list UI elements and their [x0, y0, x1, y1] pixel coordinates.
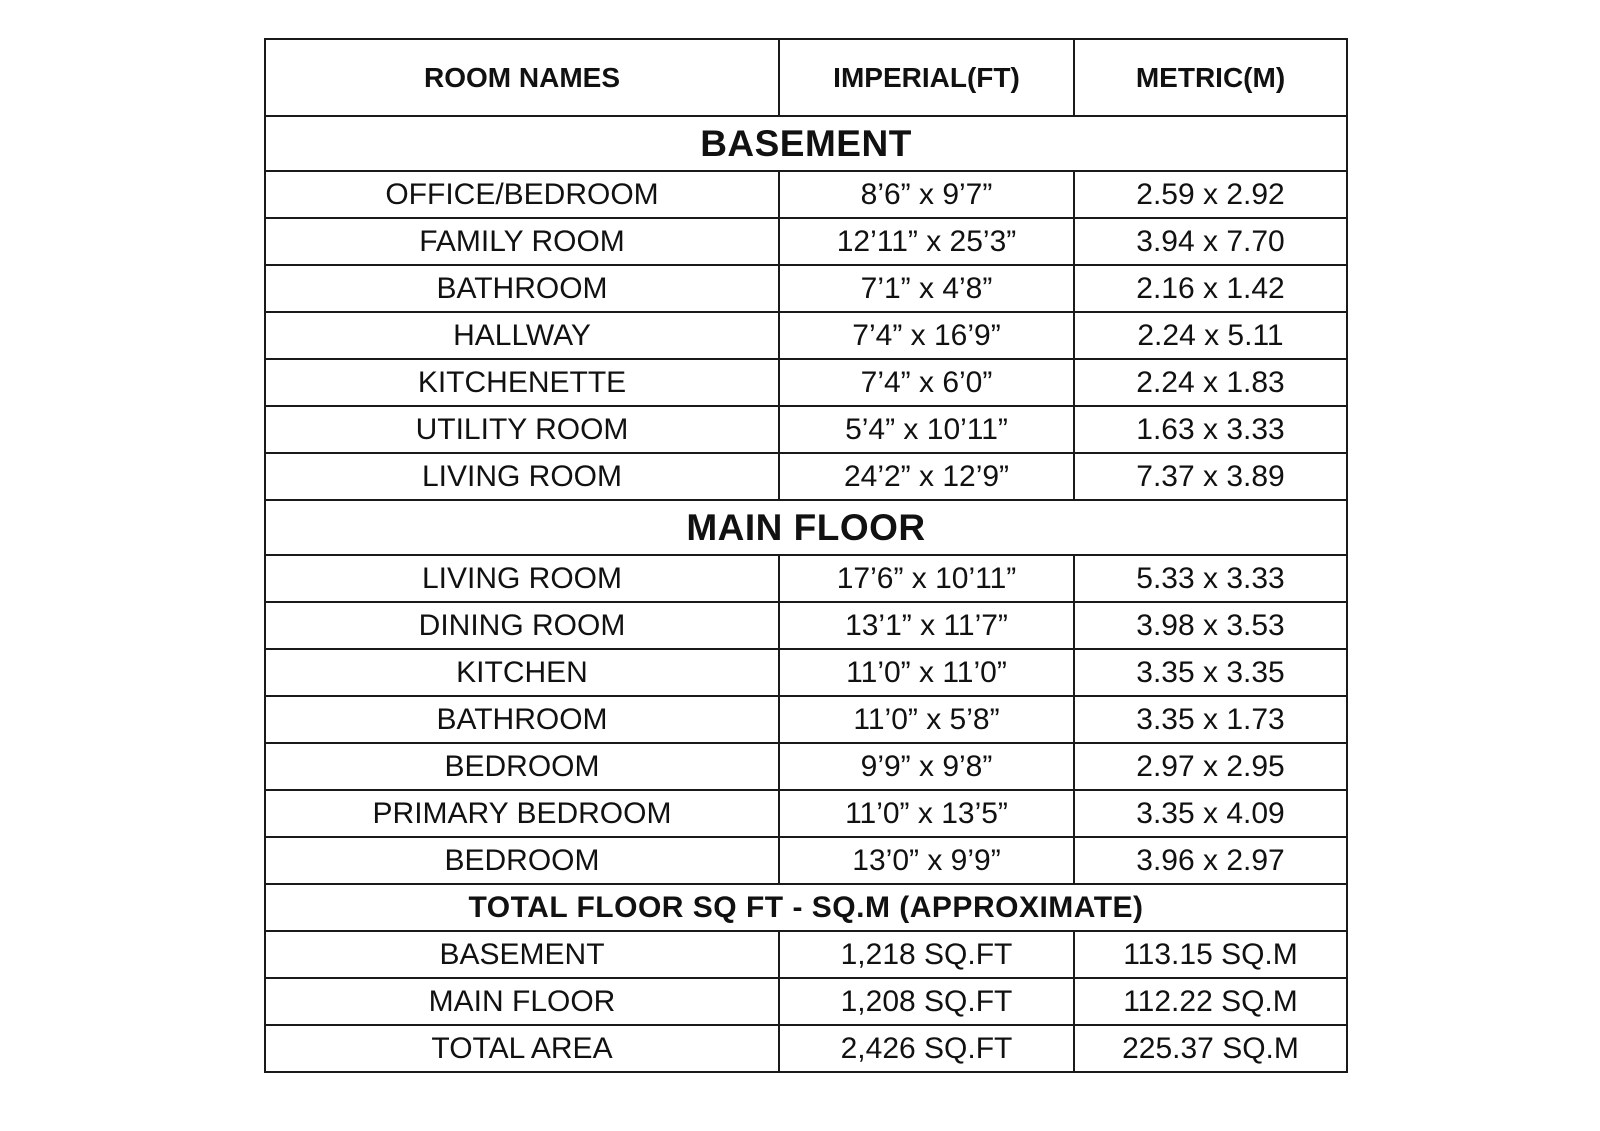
metric-header: METRIC(M): [1074, 39, 1347, 116]
metric-cell: 2.24 x 1.83: [1074, 359, 1347, 406]
metric-cell: 7.37 x 3.89: [1074, 453, 1347, 500]
room-dimensions-table: [264, 38, 1348, 1073]
metric-cell: 3.96 x 2.97: [1074, 837, 1347, 884]
metric-cell: 2.97 x 2.95: [1074, 743, 1347, 790]
metric-cell: 2.59 x 2.92: [1074, 171, 1347, 218]
room-name-cell: HALLWAY: [265, 312, 779, 359]
table-row: [265, 978, 1347, 1025]
imperial-cell: 7’1” x 4’8”: [779, 265, 1074, 312]
imperial-area-cell: 2,426 SQ.FT: [779, 1025, 1074, 1072]
imperial-area-cell: 1,218 SQ.FT: [779, 931, 1074, 978]
totals-section-row: [265, 884, 1347, 931]
metric-cell: 3.35 x 4.09: [1074, 790, 1347, 837]
table-row: [265, 743, 1347, 790]
table-header-row: [265, 39, 1347, 116]
imperial-cell: 13’1” x 11’7”: [779, 602, 1074, 649]
table-row: [265, 265, 1347, 312]
room-name-cell: PRIMARY BEDROOM: [265, 790, 779, 837]
imperial-area-cell: 1,208 SQ.FT: [779, 978, 1074, 1025]
basement-section-row: [265, 116, 1347, 171]
metric-area-cell: 225.37 SQ.M: [1074, 1025, 1347, 1072]
area-name-cell: BASEMENT: [265, 931, 779, 978]
table-row: [265, 837, 1347, 884]
metric-cell: 2.16 x 1.42: [1074, 265, 1347, 312]
area-name-cell: MAIN FLOOR: [265, 978, 779, 1025]
metric-cell: 3.35 x 3.35: [1074, 649, 1347, 696]
imperial-cell: 11’0” x 11’0”: [779, 649, 1074, 696]
table-row: [265, 406, 1347, 453]
main-floor-section-row: [265, 500, 1347, 555]
table-row: [265, 555, 1347, 602]
table-row: [265, 602, 1347, 649]
imperial-cell: 9’9” x 9’8”: [779, 743, 1074, 790]
room-name-cell: FAMILY ROOM: [265, 218, 779, 265]
main-floor-section-title: MAIN FLOOR: [265, 500, 1347, 555]
table-row: [265, 931, 1347, 978]
table-row: [265, 696, 1347, 743]
imperial-cell: 8’6” x 9’7”: [779, 171, 1074, 218]
imperial-cell: 12’11” x 25’3”: [779, 218, 1074, 265]
table-row: [265, 171, 1347, 218]
imperial-cell: 24’2” x 12’9”: [779, 453, 1074, 500]
table-row: [265, 649, 1347, 696]
room-name-cell: DINING ROOM: [265, 602, 779, 649]
room-name-cell: BATHROOM: [265, 696, 779, 743]
table-row: [265, 453, 1347, 500]
metric-cell: 3.98 x 3.53: [1074, 602, 1347, 649]
room-name-cell: LIVING ROOM: [265, 453, 779, 500]
imperial-header: IMPERIAL(FT): [779, 39, 1074, 116]
metric-cell: 2.24 x 5.11: [1074, 312, 1347, 359]
imperial-cell: 7’4” x 16’9”: [779, 312, 1074, 359]
room-name-cell: UTILITY ROOM: [265, 406, 779, 453]
imperial-cell: 11’0” x 13’5”: [779, 790, 1074, 837]
imperial-cell: 7’4” x 6’0”: [779, 359, 1074, 406]
metric-area-cell: 112.22 SQ.M: [1074, 978, 1347, 1025]
area-name-cell: TOTAL AREA: [265, 1025, 779, 1072]
table-row: [265, 312, 1347, 359]
room-name-cell: LIVING ROOM: [265, 555, 779, 602]
table-row: [265, 790, 1347, 837]
room-name-cell: BEDROOM: [265, 837, 779, 884]
metric-area-cell: 113.15 SQ.M: [1074, 931, 1347, 978]
room-name-cell: OFFICE/BEDROOM: [265, 171, 779, 218]
table-row: [265, 218, 1347, 265]
room-name-cell: BATHROOM: [265, 265, 779, 312]
imperial-cell: 11’0” x 5’8”: [779, 696, 1074, 743]
room-name-cell: KITCHEN: [265, 649, 779, 696]
room-name-cell: BEDROOM: [265, 743, 779, 790]
imperial-cell: 17’6” x 10’11”: [779, 555, 1074, 602]
metric-cell: 3.35 x 1.73: [1074, 696, 1347, 743]
table-row: [265, 359, 1347, 406]
imperial-cell: 5’4” x 10’11”: [779, 406, 1074, 453]
metric-cell: 1.63 x 3.33: [1074, 406, 1347, 453]
metric-cell: 3.94 x 7.70: [1074, 218, 1347, 265]
totals-section-title: TOTAL FLOOR SQ FT - SQ.M (APPROXIMATE): [265, 884, 1347, 931]
basement-section-title: BASEMENT: [265, 116, 1347, 171]
imperial-cell: 13’0” x 9’9”: [779, 837, 1074, 884]
room-name-cell: KITCHENETTE: [265, 359, 779, 406]
metric-cell: 5.33 x 3.33: [1074, 555, 1347, 602]
table-row: [265, 1025, 1347, 1072]
room-names-header: ROOM NAMES: [265, 39, 779, 116]
